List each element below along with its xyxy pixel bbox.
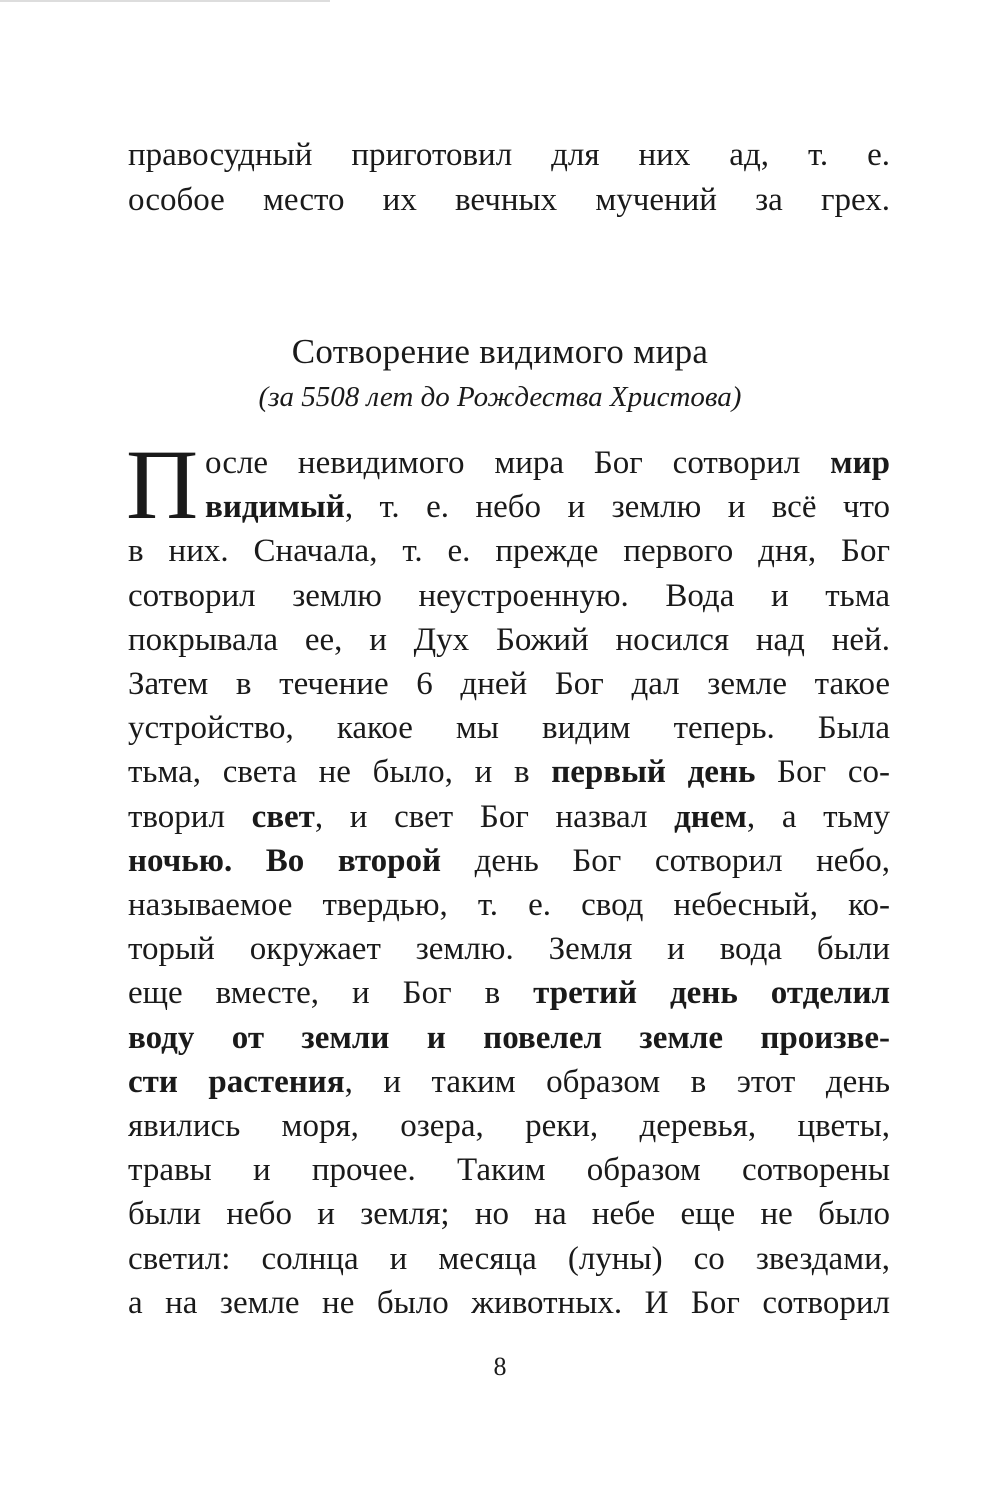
text-line <box>128 885 890 925</box>
bold-text: первый день <box>551 754 756 791</box>
text-run: творил <box>128 798 252 835</box>
section-subtitle: (за 5508 лет до Рождества Христова) <box>258 381 742 413</box>
text-line <box>128 973 890 1013</box>
text-run: , а тьму <box>746 798 890 835</box>
section-title: Сотворение видимого мира <box>291 332 709 371</box>
text-run: были небо и земля; но на небе еще не было <box>128 1196 890 1233</box>
text-line <box>128 797 890 837</box>
bold-text: свет <box>251 798 315 835</box>
text-run: тьма, света не было, и в <box>128 754 552 791</box>
text-run: устройство, какое мы видим теперь. Была <box>128 710 890 747</box>
text-line <box>128 708 890 748</box>
text-run: особое место их вечных мучений за грех. <box>128 182 890 218</box>
text-run: день Бог сотворил небо, <box>441 842 890 879</box>
text-line <box>128 1062 890 1102</box>
text-line <box>128 135 890 175</box>
page-edge-line <box>0 0 330 2</box>
bold-text: видимый <box>205 489 345 526</box>
text-run: осле невидимого мира Бог сотворил <box>205 445 831 481</box>
text-line <box>128 929 890 969</box>
bold-text: днем <box>674 798 747 835</box>
text-run: Затем в течение 6 дней Бог дал земле такое <box>128 666 890 702</box>
text-line <box>128 1194 890 1234</box>
text-line <box>128 1239 890 1279</box>
text-run: , т. е. небо и землю и всё что <box>344 489 890 526</box>
text-line <box>128 1150 890 1190</box>
bold-text: ночью. Во второй <box>128 842 442 879</box>
text-run: светил: солнца и месяца (луны) со звездами, <box>128 1240 890 1277</box>
text-run: , и таким образом в этот день <box>344 1063 891 1100</box>
text-line <box>205 443 890 483</box>
text-line <box>128 752 890 792</box>
text-line <box>128 664 890 704</box>
bold-text: мир <box>830 445 890 481</box>
text-line <box>128 1106 890 1146</box>
text-run: а на земле не было животных. И Бог сотворил <box>128 1284 890 1321</box>
text-line <box>128 841 890 881</box>
text-line <box>128 1018 890 1058</box>
text-line <box>205 487 890 527</box>
text-run: Бог со- <box>755 754 890 791</box>
bold-text: сти растения <box>128 1063 345 1100</box>
text-line <box>128 531 890 571</box>
text-run: , и свет Бог назвал <box>314 798 675 835</box>
text-line <box>128 620 890 660</box>
text-run: травы и прочее. Таким образом сотворены <box>128 1152 890 1189</box>
text-run: покрывала ее, и Дух Божий носился над ней. <box>128 621 890 658</box>
text-run: сотворил землю неустроенную. Вода и тьма <box>128 577 890 614</box>
text-line <box>128 576 890 616</box>
page-number: 8 <box>493 1352 507 1381</box>
bold-text: воду от земли и повелел земле произве- <box>128 1019 890 1056</box>
text-line <box>128 180 890 220</box>
text-run: торый окружает землю. Земля и вода были <box>128 931 890 968</box>
text-run: правосудный приготовил для них ад, т. е. <box>128 137 890 173</box>
text-run: называемое твердью, т. е. свод небесный, ко- <box>128 887 890 923</box>
text-run: еще вместе, и Бог в <box>128 975 534 1012</box>
text-run: в них. Сначала, т. е. прежде первого дня, Бог <box>128 533 890 570</box>
drop-cap: П <box>126 429 199 540</box>
text-run: явились моря, озера, реки, деревья, цветы, <box>128 1108 890 1144</box>
text-line <box>128 1283 890 1323</box>
bold-text: третий день отделил <box>533 975 890 1012</box>
